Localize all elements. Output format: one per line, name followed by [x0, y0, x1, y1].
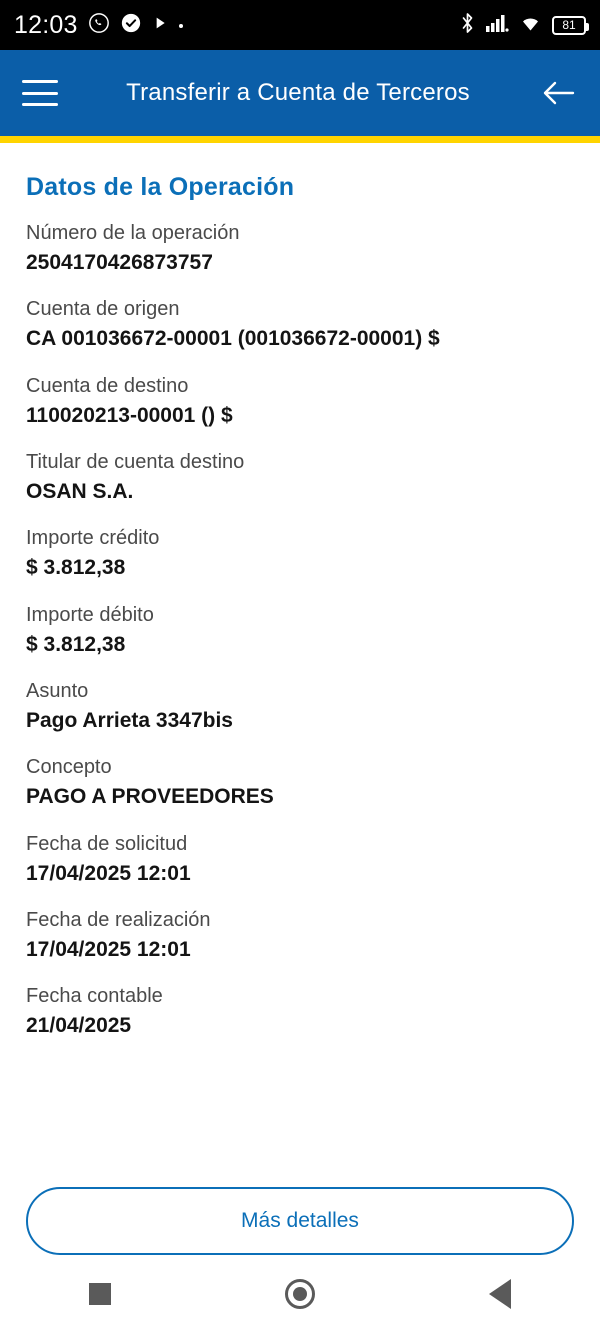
field-label: Fecha contable: [26, 985, 163, 1008]
field-concepto: [26, 754, 574, 811]
back-arrow-icon[interactable]: [538, 73, 578, 113]
field-label: Cuenta de origen: [26, 298, 180, 321]
field-cuenta-destino: [26, 373, 574, 430]
home-circle-icon[interactable]: [255, 1269, 345, 1319]
actions-area: [0, 1163, 600, 1255]
field-label: Fecha de realización: [26, 909, 211, 932]
play-icon: [152, 15, 168, 36]
field-label: Concepto: [26, 756, 112, 779]
field-fecha-solicitud: [26, 831, 574, 888]
status-bar: [0, 0, 600, 50]
field-fecha-realizacion: [26, 907, 574, 964]
field-value: $ 3.812,38: [26, 556, 126, 580]
field-value: 21/04/2025: [26, 1014, 132, 1038]
field-label: Importe crédito: [26, 527, 160, 550]
field-value: CA 001036672-00001 (001036672-00001) $: [26, 327, 440, 351]
cellular-signal-icon: [485, 13, 509, 38]
field-numero-operacion: [26, 220, 574, 277]
field-label: Cuenta de destino: [26, 374, 189, 397]
field-importe-debito: [26, 602, 574, 659]
bluetooth-icon: [459, 12, 476, 39]
dot-icon: [178, 16, 184, 34]
system-navigation-bar: [0, 1255, 600, 1333]
field-importe-credito: [26, 525, 574, 582]
field-fecha-contable: [26, 983, 574, 1040]
page-title: Transferir a Cuenta de Terceros: [126, 79, 470, 106]
field-value: 17/04/2025 12:01: [26, 861, 191, 885]
field-titular-cuenta-destino: [26, 449, 574, 506]
field-label: Número de la operación: [26, 222, 240, 244]
status-clock: 12:03: [14, 10, 78, 39]
battery-icon: [552, 16, 586, 35]
field-label: Titular de cuenta destino: [26, 451, 245, 474]
whatsapp-icon: [88, 12, 110, 39]
more-details-button[interactable]: Más detalles: [26, 1187, 574, 1255]
check-circle-icon: [120, 12, 142, 39]
hamburger-menu-icon[interactable]: [22, 80, 58, 106]
field-cuenta-origen: [26, 296, 574, 353]
field-value: 110020213-00001 () $: [26, 403, 233, 427]
field-value: OSAN S.A.: [26, 480, 134, 504]
app-bar: [0, 50, 600, 136]
field-label: Asunto: [26, 680, 89, 703]
accent-bar: [0, 136, 600, 143]
operation-details-panel: [0, 143, 600, 1163]
back-triangle-icon[interactable]: [455, 1269, 545, 1319]
battery-percent: 81: [562, 18, 576, 32]
field-value: $ 3.812,38: [26, 632, 126, 656]
field-label: Fecha de solicitud: [26, 832, 188, 855]
field-value: PAGO A PROVEEDORES: [26, 785, 274, 809]
section-title: Datos de la Operación: [26, 173, 295, 201]
recents-square-icon[interactable]: [55, 1269, 145, 1319]
field-asunto: [26, 678, 574, 735]
status-bar-right: [459, 12, 586, 39]
field-value: 17/04/2025 12:01: [26, 938, 191, 962]
field-label: Importe débito: [26, 603, 154, 626]
field-value: 2504170426873757: [26, 251, 213, 274]
wifi-icon: [518, 13, 543, 38]
status-bar-left: [14, 11, 184, 40]
field-value: Pago Arrieta 3347bis: [26, 709, 233, 733]
